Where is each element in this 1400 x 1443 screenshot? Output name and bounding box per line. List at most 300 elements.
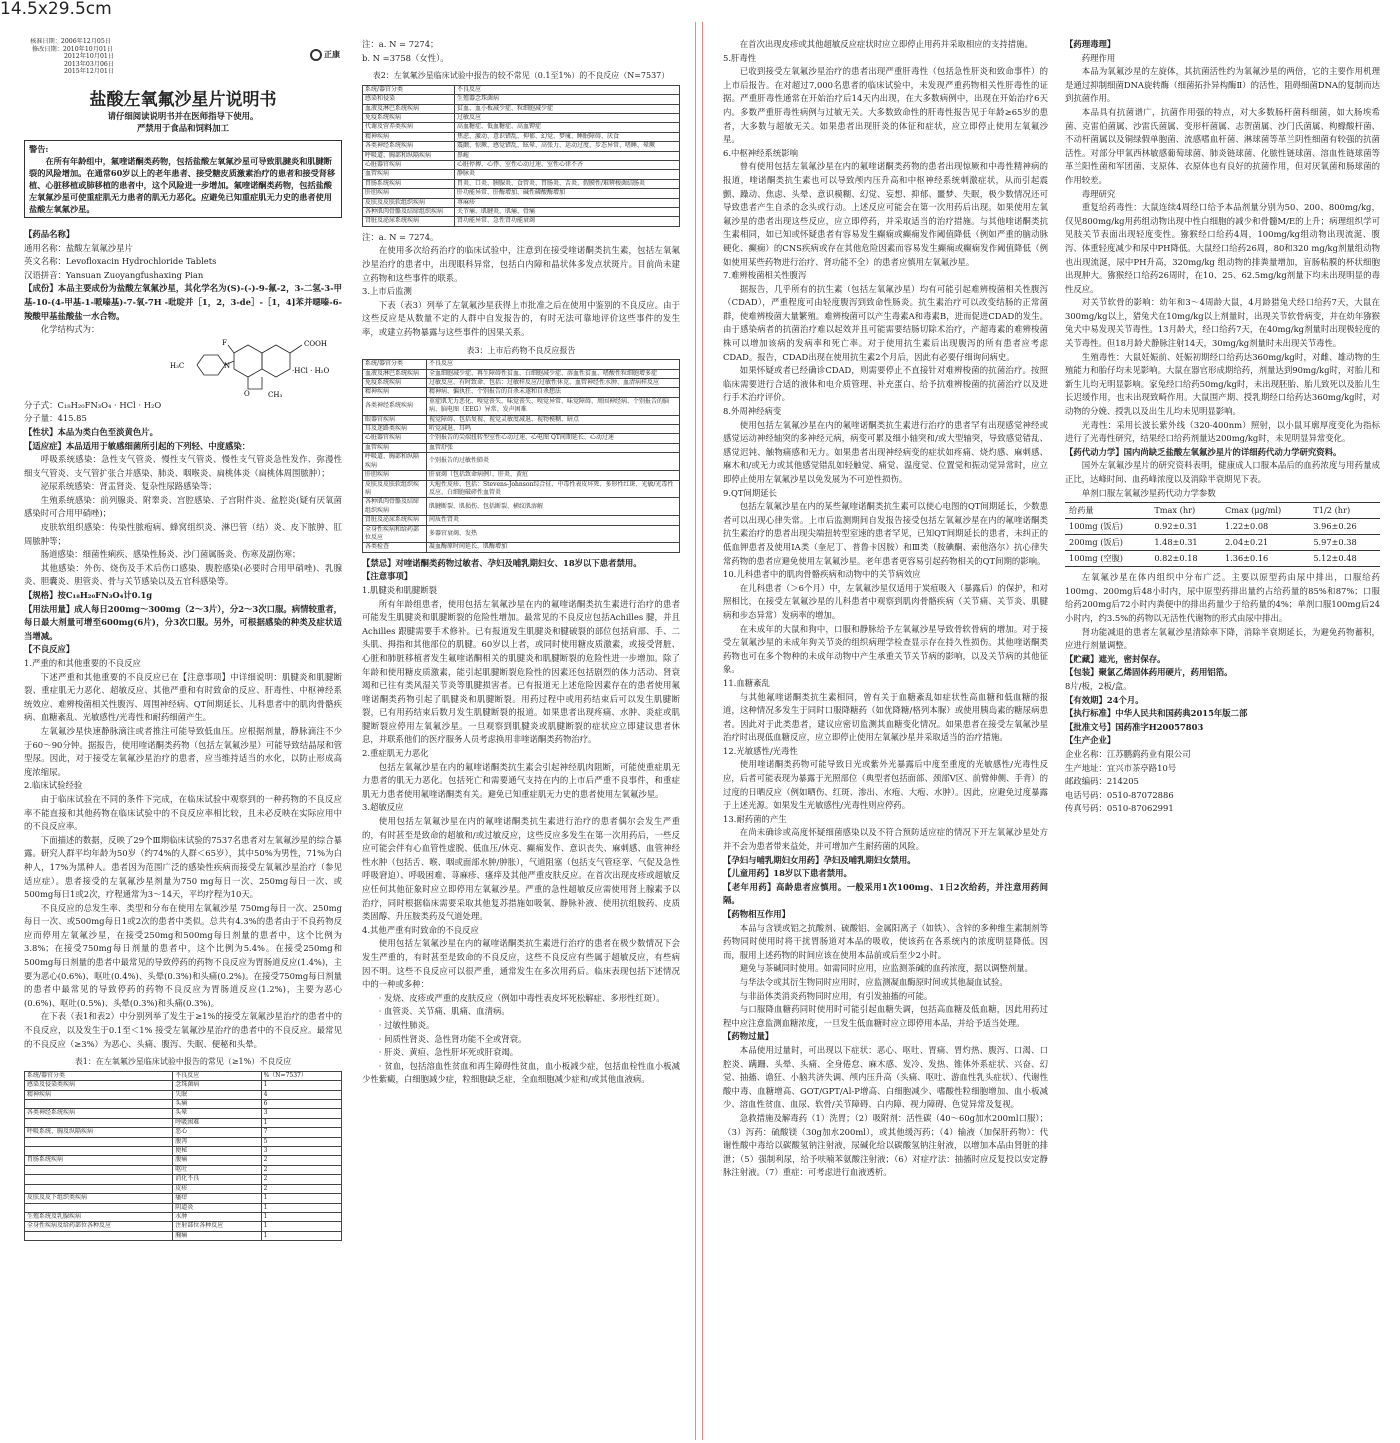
text-paragraph: 8.外周神经病变 [723,406,782,417]
table-row [363,151,680,160]
table-row [363,170,680,179]
header-cell: 不良反应 [455,85,680,94]
text-paragraph: 在未成年的大鼠和狗中，口服和静脉给予左氧氟沙星导致骨软骨病的增加。对于接受左氧氟沙星的未成年狗关节炎的组织病理学检查显示存在持久性损伤。其他喹诺酮类药物也可在多个物种的未成年动物中产生承重关节关节病的影响，以及关节病的其他征象。 [723,623,1048,675]
table-row [363,443,680,452]
date-line: 修改日期：2010年10月01日 [32,45,113,53]
table-cell: 精神病、偏执狂、个别报告的自杀未遂和自杀想法 [427,388,680,397]
text-paragraph: 化学结构式为： [40,324,100,335]
text-paragraph: 3.上市后监测 [362,286,412,297]
table-cell: 精神疾病 [363,132,455,141]
table-cell: 注射部位各种反应 [173,1222,261,1231]
table-cell: 各类检查 [363,543,427,552]
text-block-4a [1065,38,1380,500]
table-cell: 头晕 [173,1109,261,1118]
text-paragraph: 9.QT间期延长 [723,487,777,498]
table-header-row [363,360,680,369]
text-paragraph: 本品与含镁或铝之抗酸剂、硫酸铝、金属阳离子（如铁）、含锌的多种维生素制剂等药物同时使用时将干扰胃肠道对本品的吸收，使该药在各系统内的浓度明显降低。因而，服用上述药物的时间应该在使用本品前或后至少2小时。 [723,922,1048,960]
text-paragraph: · 发烧、皮疹或严重的皮肤反应（例如中毒性表皮坏死松解症、多形性红斑）。 [378,992,665,1003]
text-paragraph: 【成份】本品主要成份为盐酸左氧氟沙星，其化学名为(S)-(-)-9-氟-2，3-二氢-3-甲基-10-(4-甲基-1-哌嗪基)-7-氧-7H -吡啶并［1，2，3-de］-［1，4]苯并噁嗪-6-羧酸甲基盐酸盐一水合物。 [24,283,342,321]
table-cell: 肝胆疾病 [363,189,455,198]
table-cell: 感染和侵染 [363,95,455,104]
table-cell: 1.48±0.31 [1150,535,1221,551]
table-cell [25,1165,173,1174]
text-paragraph: 本品具有抗菌谱广，抗菌作用强的特点，对大多数肠杆菌科细菌，如大肠埃希菌、克雷伯菌属、沙雷氏菌属、变形杆菌属、志贺菌属、沙门氏菌属、枸橼酸杆菌、不动杆菌属以及铜绿假单胞菌、流感嗜血杆菌、淋球菌等革兰阴性细菌有较强的抗菌活性。对部分甲氧西林敏感葡萄球菌、肺炎链球菌、化脓性链球菌、溶血性链球菌等革兰阳性菌和军团菌、支原体、衣原体也有良好的抗菌作用，但对厌氧菌和肠球菌的作用较差。 [1065,106,1380,185]
table-cell: 恶心 [173,1128,261,1137]
table-cell: 1 [261,1222,341,1231]
table-row [25,1090,342,1099]
table-cell: 胃肠系统疾病 [363,179,455,188]
text-block-4b [1065,571,1380,816]
text-paragraph: 【孕妇与哺乳期妇女用药】孕妇及哺乳期妇女禁用。 [723,854,916,865]
text-paragraph: 通用名称：盐酸左氧氟沙星片 [24,242,133,253]
table-row [363,95,680,104]
approval-dates [30,38,342,76]
header-cell: 系统/器官分类 [363,85,455,94]
text-block-3 [723,38,1048,1180]
text-paragraph: 注：a. N = 7274。 [362,231,439,242]
table-row [25,1194,342,1203]
table-cell: 鼻衄 [455,151,680,160]
table-cell: 腹泻 [173,1137,261,1146]
table-row [25,1156,342,1165]
date-line: 2013年03月06日 [64,60,115,68]
table-row [363,132,680,141]
text-paragraph: 如果怀疑或者已经确诊CDAD，则需要停止不直接针对难辨梭菌的抗菌治疗。按照临床需要进行合适的液体和电介质管理、补充蛋白、给予抗难辨梭菌的抗菌治疗以及进行手术治疗评价。 [723,365,1048,403]
table-cell: 6 [261,1100,341,1109]
table-cell: 100mg (饭后) [1065,519,1150,535]
text-paragraph: 4.其他严重有时致命的不良反应 [362,924,479,935]
header-cell: 系统/器官分类 [25,1071,173,1080]
methyl-label: H₃C [170,361,185,370]
text-paragraph: 与华法令或其衍生物同时应用时，应监测凝血酶原时间或其他凝血试验。 [739,976,1008,987]
text-paragraph: 已收到接受左氧氟沙星治疗的患者出现严重肝毒性（包括急性肝炎和致命事件）的上市后报告。在对超过7,000名患者的临床试验中，未发现严重药物相关性肝毒性的证据。严重肝毒性通常在开始治疗后14天内出现，在大多数病例中，出现在开始治疗6天内。多数严重肝毒性病例与过敏无关。大多数致命性的肝毒性报告见于年龄≥65岁的患者，大多数与超敏无关。如果患者出现肝炎的体征和症状，应立即停止使用左氧氟沙星。 [723,66,1048,145]
table-header-row [363,85,680,94]
table-row [363,369,680,378]
table-cell: 血液及淋巴系统疾病 [363,369,427,378]
table-row [25,1203,342,1212]
text-paragraph: 下表（表3）列举了左氧氟沙星获得上市批准之后在使用中鉴别的不良反应。由于这些反应是从数量不定的人群中自发报告的，有时无法可靠地评价这些事件的发生率，或建立药物暴露与这些事件的因果关系。 [362,299,680,338]
text-paragraph: 光毒性：采用长波长紫外线（320-400nm）照射，以小鼠耳廓厚度变化为指标进行了光毒性研究，结果经口给药剂量达200mg/kg时，未见明显异常变化。 [1065,419,1380,444]
logo-ring-icon [310,49,322,61]
text-paragraph: 英文名称：Levofloxacin Hydrochloride Tablets [24,256,217,267]
postmarketing-table-3 [362,359,680,553]
text-paragraph: 肾功能减退的患者左氧氟沙星清除率下降，消除半衰期延长，为避免药物蓄积，应进行剂量调整。 [1065,626,1380,651]
header-cell: 系统/器官分类 [363,360,427,369]
text-paragraph: 与其他氟喹诺酮类抗生素相同，曾有关于血糖紊乱如症状性高血糖和低血糖的报道，这种情况多发生于同时口服降糖药（如优降糖/格列本脲）或使用胰岛素的糖尿病患者。因此对于此类患者，建议应密切监测其血糖变化情况。如果患者在接受左氧氟沙星治疗时出现低血糖反应，应立即停止使用左氧氟沙星并采取适当的治疗措施。 [723,691,1048,743]
text-paragraph: 8片/板，2板/盒。 [1065,680,1132,691]
column-2 [362,38,680,1436]
text-paragraph: 肠道感染：细菌性痢疾、感染性肠炎、沙门菌属肠炎、伤寒及副伤寒； [40,549,301,560]
table-row [363,388,680,397]
text-paragraph: b. N =3758（女性）。 [362,52,449,63]
text-paragraph: 【性状】本品为类白色至淡黄色片。 [24,426,158,437]
text-paragraph: 与口服降血糖药同时使用时可能引起血糖失调，包括高血糖及低血糖，因此用药过程中应注意监测血糖浓度，一旦发生低血糖时应立即停用本品，并给予适当处理。 [723,1004,1048,1028]
table-row [363,208,680,217]
table-cell: 1.36±0.16 [1221,551,1309,567]
text-paragraph: 其他感染：外伤、烧伤及手术后伤口感染、腹腔感染(必要时合用甲硝唑)、乳腺炎、胆囊炎、胆管炎、骨与关节感染以及五官科感染等。 [24,562,342,587]
logo-text: 正康 [324,50,340,59]
text-paragraph: 【药品名称】 [24,228,75,239]
table-cell: 各类神经系统疾病 [25,1109,173,1118]
table-cell: 过敏反应、有时致命、包括：过敏样反应/过敏性休克、血管神经性水肿、血清病样反应 [427,379,680,388]
subtitle: 严禁用于食品和饲料加工 [136,122,230,133]
table-row [363,415,680,424]
table-row [25,1100,342,1109]
table-cell: 精神疾病 [25,1090,173,1099]
text-paragraph: 【药物相互作用】 [723,909,790,919]
table-cell: 皮疹 [173,1184,261,1193]
text-paragraph: 国外左氧氟沙星片的研究资料表明，健康成人口服本品后的血药浓度与用药量成正比，达峰时间、血药峰浓度以及消除半衰期见下表。 [1065,460,1380,484]
table-cell: 生殖器念珠菌病 [455,95,680,104]
document-title: 盐酸左氧氟沙星片说明书 [89,89,277,110]
table-cell: 1 [261,1118,341,1127]
table1-caption: 表1：在左氧氟沙星临床试验中报告的常见（≥1%）不良反应 [74,1057,292,1067]
text-paragraph: 10.儿科患者中的肌肉骨骼疾病和动物中的关节病效应 [723,569,921,580]
text-paragraph: 使用包括左氧氟沙星在内的氟喹诺酮类抗生素进行治疗的患者罕有出现感觉神经或感觉运动神经轴突的多神经元病，病变可累及细小轴突和/或大型轴突，导致感觉错乱、感觉迟钝、触物痛感和无力。如果患者出现神经病变的症状如疼痛、烧灼感、麻刺感、麻木和/或无力或其他感觉错乱如轻触觉、痛觉、温度觉、位置觉和振动觉异常时，应立即停止使用左氧氟沙星以免发展为不可逆性损伤。 [723,419,1048,484]
table-cell: 失眠 [173,1090,261,1099]
text-paragraph: 【执行标准】中华人民共和国药典2015年版二部 [1065,708,1248,719]
table-row [25,1184,342,1193]
text-paragraph: 使用包括左氧氟沙星在内的氟喹诺酮类抗生素进行治疗的患者偶尔会发生严重的，有时甚至是致命的超敏和/或过敏反应，这些反应多发生在第一次用药后，一些反应可能会伴有心血管性虚脱、低血压/休克、癫痫发作、意识丧失、麻刺感、血管神经性水肿（包括舌、喉、咽或面部水肿/肿胀），气道阻塞（包括支气管痉挛、气促及急性呼吸窘迫）、呼吸困难、荨麻疹、瘙痒及其他严重皮肤反应。在首次出现皮疹或超敏反应任何其他征象时应立即停用左氧氟沙星。严重的急性超敏反应需使用肾上腺素予以治疗，同时根据临床需要采取其他复苏措施如吸氧、静脉补液、使用抗组胺药、皮质类固醇、升压胺类药及气道处理。 [362,816,680,922]
text-block-1a [24,228,342,337]
table-cell: 肾脏及泌尿系统疾病 [363,217,455,226]
text-paragraph: 生殖系统感染：前列腺炎、附睾炎、宫腔感染、子宫附件炎、盆腔炎(疑有厌氧菌感染时可合用甲硝唑)； [24,494,342,519]
text-paragraph: · 肝炎、黄疸、急性肝坏死或肝衰竭。 [378,1047,519,1058]
text-paragraph: 企业名称：江苏鹏鹞药业有限公司 [1065,748,1191,759]
table-cell: 头痛 [173,1100,261,1109]
table-cell: 胃肠系统疾病 [25,1156,173,1165]
ch3-label: CH₃ [268,390,283,399]
chemical-structure [24,337,342,399]
table-row [1065,551,1380,567]
text-paragraph: 1.肌腱炎和肌腱断裂 [362,584,437,595]
table-cell: 皮肤及皮肤软组织疾病 [363,198,455,207]
table-row [25,1165,342,1174]
text-paragraph: 【生产企业】 [1065,735,1116,746]
text-paragraph: 11.血糖紊乱 [723,677,770,688]
table-cell: 血管舒张 [427,443,680,452]
table-cell: 精神疾病 [363,388,427,397]
table-row [25,1081,342,1090]
table-cell: 静脉炎 [455,170,680,179]
table-cell: 高血糖症、低血糖症、高血钾症 [455,123,680,132]
table-cell: 免疫系统疾病 [363,379,427,388]
text-block-1b [24,399,342,1052]
subtitle: 请仔细阅读说明书并在医师指导下使用。 [107,110,259,121]
text-paragraph: 对关节软骨的影响：幼年和3～4周龄大鼠，4月龄猎兔犬经口给药7天，大鼠在300mg/kg以上，猎兔犬在10mg/kg以上剂量时，出现关节软骨病变，并在幼年猕猴兔犬中易发现关节毒性。13月龄犬，经口给药7天，在40mg/kg剂量时出现极轻度的关节毒性。但18月龄犬静脉注射14天，30mg/kg剂量时未出现关节毒性。 [1065,297,1380,349]
table-cell: 个别报告的过敏性肺炎 [427,453,680,471]
table-cell: 震颤、惊厥、感觉错乱、眩晕、高张力、运动过度、步态异常、嗜睡、晕厥 [455,142,680,151]
text-paragraph: 【药代动力学】国内尚缺乏盐酸左氧氟沙星片的详细药代动力学研究资料。 [1065,446,1342,457]
table-row [363,379,680,388]
text-paragraph: 3.超敏反应 [362,802,404,813]
table-header-row [25,1071,342,1080]
table-row [363,179,680,188]
oxygen-label: O [244,389,250,398]
table-row [363,453,680,471]
salt-label: ·HCl · H₂O [292,366,330,375]
table-cell: 个别报告的尖端扭转型室性心动过速、心电图 QT间期延长、心动过速 [427,434,680,443]
table-cell: 肌腱断裂、肌损伤、包括断裂、横纹肌溶解 [427,498,680,516]
table-cell [25,1231,173,1240]
text-paragraph: 【适应症】本品适用于敏感细菌所引起的下列轻、中度感染： [24,440,251,451]
text-paragraph: 【药理毒理】 [1065,39,1116,49]
table-cell: 2 [261,1165,341,1174]
table-cell: 各种肌肉骨骼及结缔组织疾病 [363,498,427,516]
text-paragraph: 12.光敏感性/光毒性 [723,745,798,756]
table-row [363,198,680,207]
table-cell: 大疱性皮疹、包括：Stevens-Johnson综合征、中毒性表皮坏死、多形性红斑、光敏/光毒性反应、白细胞破碎性血管炎 [427,480,680,498]
table-cell: 心脏器官疾病 [363,161,455,170]
table-cell: 重症肌无力恶化、嗅觉丧失、味觉丧失、嗅觉异常、味觉障碍、周围神经病、个别报告的脑病、脑电图（EEG）异常、发声困难 [427,397,680,415]
table-cell: 肾脏及泌尿系统疾病 [363,516,427,525]
table-row [25,1231,342,1240]
text-paragraph: 避免与茶碱同时使用。如需同时应用，应监测茶碱的血药浓度，据以调整剂量。 [739,963,1033,974]
text-paragraph: 13.耐药菌的产生 [723,813,787,824]
text-paragraph: 单剂口服左氧氟沙星药代动力学参数 [1081,487,1216,498]
table-cell: 2 [261,1184,341,1193]
table-cell [25,1203,173,1212]
table-row [363,471,680,480]
text-paragraph: 在使用多次给药治疗的临床试验中，注意到在接受喹诺酮类抗生素，包括左氧氟沙星治疗的患者中，出现眼科异常，包括白内障和晶状体多发点状斑片。目前尚未建立药物和这些事件的联系。 [362,245,680,283]
text-paragraph: 重复给药毒性：大鼠连续4周经口给予本品剂量分别为50、200、800mg/kg，仅见800mg/kg用药组动物出现中性白细胞的减少和骨髓M/E的上升；病理组织学可见肢关节表面出现轻度变性。猕猴经口给药4周，100mg/kg组动物出现流涎、腹泻、体重轻度减少和尿中PH降低。大鼠经口给药26周，80和320 mg/kg剂量组动物也出现流涎，尿中PH升高，320mg/kg 组动物的排粪量增加，盲肠粘膜的杯状细胞出现肿大。猕猴经口给药26周时，在10、25、62.5mg/kg剂量下均未出现明显的毒性反应。 [1065,202,1380,294]
header-cell: T1/2 (hr) [1309,503,1380,519]
table-cell: 消化不良 [173,1175,261,1184]
table-cell: 腹痛 [173,1156,261,1165]
text-paragraph: 生殖毒性：大鼠妊娠前、妊娠初期经口给药达360mg/kg时，对雌、雄动物的生殖能力和胎仔均未见影响。大鼠在器官形成期给药，剂量达到90mg/kg时，对胎儿和新生儿均无明显影响。家兔经口给药50mg/kg时，未出现胚胎、胎儿致死以及胎儿生长迟缓作用，也未出现致畸作用。大鼠围产期、授乳期经口给药达360mg/kg时，对动物的分娩、授乳以及出生儿均未见明显影响。 [1065,351,1380,417]
table-cell: 胃炎、口炎、胰腺炎、食管炎、胃肠炎、舌炎、假膜性/难辨梭菌结肠炎 [455,179,680,188]
text-paragraph: 1.严重的和其他重要的不良反应 [24,658,141,668]
text-paragraph: 包括左氧氟沙星在内的某些氟喹诺酮类抗生素可以使心电图的QT间期延长，少数患者可以出现心律失常。上市后监测期间自发报告接受包括左氧氟沙星在内的氟喹诺酮类抗生素治疗的患者出现尖端扭转型室速的患者罕见，已知QT间期延长的患者，未纠正的低血钾患者及使用IA类（奎尼丁、普鲁卡因胺）和Ⅲ类（胺碘酮、索他洛尔）抗心律失常药物的患者应避免使用左氧氟沙星。老年患者更容易引起药物相关的QT间期的影响。 [723,501,1048,566]
table-cell: 7 [261,1128,341,1137]
table-cell: 凝血酶原时间延长、肌酶增加 [427,543,680,552]
table-cell: 各类神经系统疾病 [363,142,455,151]
text-paragraph: 【有效期】24个月。 [1065,694,1144,705]
table-cell: 代谢及营养类疾病 [363,123,455,132]
text-paragraph: 电话号码：0510-87072886 [1065,789,1174,800]
structure-diagram [24,337,342,399]
adverse-reaction-table-1 [24,1071,342,1241]
table-cell: 水肿 [173,1212,261,1221]
date-line: 2012年10月01日 [64,53,115,61]
table-row [1065,535,1380,551]
header-cell: Cmax (μg/ml) [1221,503,1309,519]
table-cell: 焦虑、激动、意识错乱、抑郁、幻觉、梦魇、睡眠障碍、厌食 [455,132,680,141]
table-cell: 关节痛、肌腱炎、肌痛、骨痛 [455,208,680,217]
table-cell: 生殖系统及乳腺疾病 [25,1212,173,1221]
table-row [363,123,680,132]
header-cell: 不良反应 [427,360,680,369]
table-row [25,1147,342,1156]
table-row [25,1212,342,1221]
size-label: 14.5x29.5cm [0,0,112,19]
table-row [25,1118,342,1127]
header-cell: %（N=7537） [261,1071,341,1080]
text-paragraph: 7.难辨梭菌相关性腹泻 [723,270,807,281]
table-row [363,397,680,415]
text-paragraph: 【规格】按C₁₈H₂₀FN₃O₄计0.1g [24,590,153,601]
text-paragraph: 使用喹诺酮类药物可能导致日光或紫外光暴露后中度至重度的光敏感性/光毒性反应，后者可能表现为暴露于光照部位（典型者包括面部、颈部V区、前臂伸侧、手背）的过度的日晒反应（例如晒伤、红斑、渗出、水疱、大疱、水肿）。因此，应避免过度暴露于上述光源。如果发生光敏感性/光毒性则应停药。 [723,759,1048,811]
table-cell [25,1137,173,1146]
text-paragraph: 曾有使用包括左氧氟沙星在内的氟喹诺酮类药物的患者出现惊厥和中毒性精神病的报道，喹诺酮类抗生素也可以导致颅内压升高和中枢神经系统刺激症状，从而引起震颤、躁动、焦虑、头晕、意识模糊、幻觉、妄想、抑郁、噩梦、失眠，极少数情况还可导致患者产生自杀的念头或行动。上述反应可能会在第一次用药后出现。如果使用左氧氟沙星的患者出现这些反应，应立即停药，并采取适当的治疗措施。与其他喹诺酮类抗生素相同，如已知或怀疑患者有容易发生癫痫或癫痫发作阈值降低（例如严重的脑动脉硬化、癫痫）的CNS疾病或存在其他危险因素而容易发生癫痫或癫痫发作阈值降低（例如使用某些药物进行治疗、肾功能不全）的患者应慎用左氧氟沙星。 [723,161,1048,267]
table-row [25,1137,342,1146]
table-cell: 0.92±0.31 [1150,519,1221,535]
text-paragraph: 【儿童用药】18岁以下患者禁用。 [723,868,852,879]
column-1 [24,38,342,1436]
table-cell: 5 [261,1137,341,1146]
table-cell: 念珠菌病 [173,1081,261,1090]
table-cell: 阴道炎 [173,1203,261,1212]
text-paragraph: 分子式：C₁₈H₂₀FN₃O₄ · HCl · H₂O [24,399,162,410]
text-paragraph: 在首次出现皮疹或其他超敏反应症状时应立即停止用药并采取相应的支持措施。 [739,39,1033,49]
header-cell: 不良反应 [173,1071,261,1080]
table-cell: 呼吸道、胸部和纵隔疾病 [363,151,455,160]
table-cell: 肝衰竭（包括致命病例）、肝炎、黄疸 [427,471,680,480]
column-3 [723,38,1048,1438]
text-paragraph: 5.肝毒性 [723,52,757,63]
table-cell: 荨麻疹 [455,198,680,207]
warning-text: 在所有年龄组中，氟喹诺酮类药物，包括盐酸左氧氟沙星可导致肌腱炎和肌腱断裂的风险增加。在通常60岁以上的老年患者、接受糖皮质激素治疗的患者和接受肾移植、心脏移植或肺移植的患者中，这个风险进一步增加。氟喹诺酮类药物，包括盐酸左氧氟沙星可使重症肌无力患者的肌无力恶化。应避免已知重症肌无力史的患者使用盐酸左氧氟沙星。 [29,155,336,214]
table-cell: 呼吸系统、胸及纵隔疾病 [25,1128,173,1137]
text-paragraph: 【用法用量】成人每日200mg～300mg（2～3片），分2～3次口服。病情较重者，每日最大剂量可增至600mg(6片)，分3次口服。另外，可根据感染的种类及症状适当增减。 [24,603,342,641]
header-cell: Tmax (hr) [1150,503,1221,519]
table-cell: 皮肤及皮下组织类疾病 [25,1194,173,1203]
text-paragraph: 不良反应的总发生率、类型和分布在使用左氧氟沙星 750mg每日一次、250mg每日一次、或500mg每日1或2次的患者中类似。总共有4.3%的患者由于不良药物反应而停用左氧氟沙星，在接受250mg和500mg每日剂量的患者中，这个比例为3.8%；在接受750mg每日剂量的患者中，这个比例为5.4%。在接受250mg和500mg每日剂量的患者中最常见的导致停药的药物不良反应为胃肠道反应(1.4%)，主要为恶心(0.6%)、呕吐(0.4%)、头晕(0.3%)和头痛(0.2%)。在接受750mg每日剂量的患者中最常见的导致停药的药物不良反应为胃肠道反应(1.2%)，主要为恶心(0.6%)、呕吐(0.5%)、头晕(0.3%)和头痛(0.3%)。 [24,902,342,1008]
table-row [363,104,680,113]
text-paragraph: 下面描述的数据，反映了29个Ⅲ期临床试验的7537名患者对左氧氟沙星的综合暴露。研究人群平均年龄为50岁（约74%的人群＜65岁），其中50%为男性，71%为白种人，17%为黑种人。患者因为范围广泛的感染性疾病而接受左氧氟沙星治疗（参见适应症）。患者接受的左氧氟沙星剂量为750 mg每日一次、250mg每日一次、或500mg每日1或2次，疗程通常为3～14天，平均疗程为10天。 [24,834,342,900]
table-row [363,543,680,552]
table-cell: 2 [261,1156,341,1165]
table-cell: 0.82±0.18 [1150,551,1221,567]
left-sheet [0,22,696,1440]
table-row [363,114,680,123]
table-cell [25,1184,173,1193]
table-cell: 胸痛 [173,1231,261,1240]
text-paragraph: 毒理研究 [1081,188,1116,199]
date-line: 2015年12月01日 [64,68,115,76]
table-cell [25,1100,173,1109]
table-cell: 多器官衰竭、发热 [427,525,680,543]
warning-heading: 警告: [29,143,49,154]
table-row [1065,519,1380,535]
company-logo [310,48,340,62]
table-row [363,189,680,198]
text-paragraph: · 过敏性肺炎。 [378,1019,435,1030]
table-cell: 肝功能异常、肝酶增加、碱性磷酸酶增加 [455,189,680,198]
text-paragraph: 生产地址：宜兴市茶亭路10号 [1065,762,1177,773]
table-cell: 血管疾病 [363,443,427,452]
table-row [25,1175,342,1184]
table-cell: 3.96±0.26 [1309,519,1380,535]
table-row [363,516,680,525]
text-paragraph: 使用包括左氧氟沙星在内的氟喹诺酮类抗生素进行治疗的患者在极少数情况下会发生严重的，有时甚至是致命的不良反应，这些不良反应有些属于超敏反应，有些病因不明。这些不良反应可以很严重，通常发生在多次用药后。临床表现包括下述情况中的一种或多种： [362,938,680,990]
nitrogen-label: N [224,361,231,370]
table-row [25,1222,342,1231]
text-paragraph: 下述严重和其他重要的不良反应已在【注意事项】中详细说明：肌腱炎和肌腱断裂、重症肌无力恶化、超敏反应、其他严重和有时致命的反应、肝毒性、中枢神经系统效应、难辨梭菌相关性腹泻、周围神经病、QT间期延长、儿科患者中的肌肉骨骼疾病、血糖紊乱、光敏感性/光毒性和耐药细菌产生。 [24,671,342,723]
table-cell: 眼器官疾病 [363,415,427,424]
text-paragraph: 由于临床试验在不同的条件下完成，在临床试验中观察到的一种药物的不良反应率不能直接和其他药物在临床试验中的不良反应率相比较，且未必反映在实际应用中的不良反应率。 [24,793,342,832]
text-paragraph: 包括左氧氟沙星在内的氟喹诺酮类抗生素会引起神经肌肉阻断，可能使重症肌无力患者的肌无力恶化。包括死亡和需要通气支持在内的上市后严重不良事件，和重症肌无力患者使用氟喹诺酮类有关。避免已知重症肌无力史的患者使用左氧氟沙星。 [362,761,680,799]
text-paragraph: · 血管炎、关节痛、肌痛、血清病。 [378,1006,510,1017]
text-paragraph: 邮政编码：214205 [1065,776,1139,787]
table-cell: 各类神经系统疾病 [363,397,427,415]
text-paragraph: 分子量：415.85 [24,413,87,424]
cooh-label: COOH [304,339,327,348]
text-block-2c [362,557,680,1087]
text-paragraph: 【不良反应】 [24,644,75,655]
text-paragraph: 【批准文号】国药准字H20057803 [1065,721,1204,732]
table-cell [25,1147,173,1156]
table-cell: 感染及侵染类疾病 [25,1081,173,1090]
table-cell: 肾功能异常、急性肾功能衰竭 [455,217,680,226]
table-cell: 皮肤及皮肤软组织疾病 [363,480,427,498]
text-paragraph: 2.临床试验经验 [24,780,83,791]
table-cell: 1.22±0.08 [1221,519,1309,535]
text-paragraph: 2.重症肌无力恶化 [362,748,429,759]
text-paragraph: 急救措施及解毒药（1）洗胃；（2）吸附剂：活性碳（40～60g加水200ml口服）；（3）泻药：硫酸镁（30g加水200ml），或其他缓泻药；（4）输液（加保肝药物）：代谢性酸中毒给以碳酸氢钠注射液，尿碱化给以碳酸氢钠注射液，以增加本品由肾脏的排泄；（5）强制利尿，给予呋喃苯氨酸注射液；（6）对症疗法：抽搐时应反复投以安定静脉注射液。（7）重症：可考虑进行血液透析。 [723,1112,1048,1178]
table-cell: 200mg (饭后) [1065,535,1150,551]
text-paragraph: · 贫血，包括溶血性贫血和再生障碍性贫血，血小板减少症，包括血栓性血小板减少性紫癜，白细胞减少症，粒细胞缺乏症，全血细胞减少症和/或其他血液病。 [362,1060,680,1085]
table-cell: 贫血、血小板减少症、粒细胞减少症 [455,104,680,113]
table-cell: 视觉障碍、包括复视、视觉灵敏度减退、视物模糊、暗点 [427,415,680,424]
text-paragraph: 药理作用 [1081,52,1116,63]
table-cell: 听觉减退、耳鸣 [427,425,680,434]
text-paragraph: · 间质性肾炎、急性肾功能不全或肾衰。 [378,1033,527,1044]
text-paragraph: 据报告，几乎所有的抗生素（包括左氧氟沙星）均有可能引起难辨梭菌相关性腹泻（CDAD），严重程度可由轻度腹泻到致命性肠炎。抗生素治疗可以改变结肠的正常菌群，使难辨梭菌大量繁殖。难辨梭菌可以产生毒素A和毒素B，进而促进CDAD的发生。由于感染病者的抗菌治疗难以起效并且可能需要结肠切除术治疗，产超毒素的难辨梭菌株可以增加该病的发病率和死亡率。对于使用抗生素后出现腹泻的所有患者应考虑CDAD。报告，CDAD出现在使用抗生素2个月后，因此有必要仔细询问病史。 [723,283,1048,362]
table-cell: 3 [261,1147,341,1156]
table3-caption: 表3：上市后药物不良反应报告 [466,345,576,355]
column-4 [1065,38,1380,1438]
table-cell: 各种肌肉骨骼及结缔组织疾病 [363,208,455,217]
adverse-reaction-table-2 [362,85,680,227]
text-paragraph: 左氧氟沙星快速静脉滴注或者推注可能导致低血压。应根据剂量，静脉滴注不少于60～90分钟。据报告，使用喹诺酮类药物（包括左氧氟沙星）可能导致结晶尿和管型尿。因此，对于接受左氧氟沙星治疗的患者，应当维持适当的水化，以防止形成高度浓缩尿。 [24,725,342,777]
text-paragraph: 皮肤软组织感染：传染性脓疱病、蜂窝组织炎、淋巴管（结）炎、皮下脓肿、肛周脓肿等； [24,522,342,546]
table-cell: 全血细胞减少症、再生障碍性贫血、白细胞减少症、溶血性贫血、嗜酸性粒细胞增多症 [427,369,680,378]
pharmacokinetic-table [1065,502,1380,567]
table-cell: 呼吸困难 [173,1118,261,1127]
table-cell: 瘙痒 [173,1194,261,1203]
table-cell: 便秘 [173,1147,261,1156]
table-cell: 耳及迷路类疾病 [363,425,427,434]
table-cell: 1 [261,1203,341,1212]
text-paragraph: 与非甾体类消炎药物同时应用，有引发抽搐的可能。 [739,990,933,1001]
table-header-row [1065,503,1380,519]
table-cell: 1 [261,1212,341,1221]
text-paragraph: 在尚未确诊或高度怀疑细菌感染以及不符合预防适应症的情况下开左氧氟沙星处方并不会为患者带来益处，并可增加产生耐药菌的风险。 [723,827,1048,852]
table-cell: 血管疾病 [363,170,455,179]
table-row [363,480,680,498]
table-row [25,1109,342,1118]
text-paragraph: 【包装】聚氯乙烯固体药用硬片，药用铝箔。 [1065,667,1233,678]
text-paragraph: 呼吸系统感染：急性支气管炎、慢性支气管炎、慢性支气管炎急性发作、弥漫性细支气管炎、支气管扩张合并感染、肺炎、咽喉炎、扁桃体炎（扁桃体周围脓肿）； [24,454,342,478]
table-cell: 2 [261,1175,341,1184]
table-cell: 肝胆疾病 [363,471,427,480]
text-paragraph: 本品为氧氟沙星的左旋体，其抗菌活性约为氧氟沙星的两倍，它的主要作用机理是通过抑制细菌DNA旋转酶（细菌拓扑异构酶Ⅱ）的活性，阻碍细菌DNA的复制而达到抗菌作用。 [1065,66,1380,104]
warning-box [24,140,342,218]
right-sheet [702,22,1400,1440]
table-row [363,142,680,151]
table-cell: 间质性肾炎 [427,516,680,525]
table-row [363,525,680,543]
table-cell: 过敏反应 [455,114,680,123]
date-line: 核准日期：2006年12月05日 [30,38,111,45]
table2-caption: 表2：左氧氟沙星临床试验中报告的较不常见（0.1至1%）的不良反应（N=7537） [372,71,670,81]
text-paragraph: 在儿科患者（＞6个月）中，左氧氟沙星仅适用于炭疽吸入（暴露后）的保护，和对照相比，在接受左氧氟沙星的儿科患者中观察到肌肉骨骼疾病（关节痛、关节炎、肌腱病和步态异常）发病率的增加。 [723,582,1048,620]
table-cell: 血液及淋巴系统疾病 [363,104,455,113]
table-cell: 心脏停搏、心悸、室性心动过速、室性心律不齐 [455,161,680,170]
table-cell: 全身性疾病及给药部位各种反应 [25,1222,173,1231]
table-cell: 5.12±0.48 [1309,551,1380,567]
